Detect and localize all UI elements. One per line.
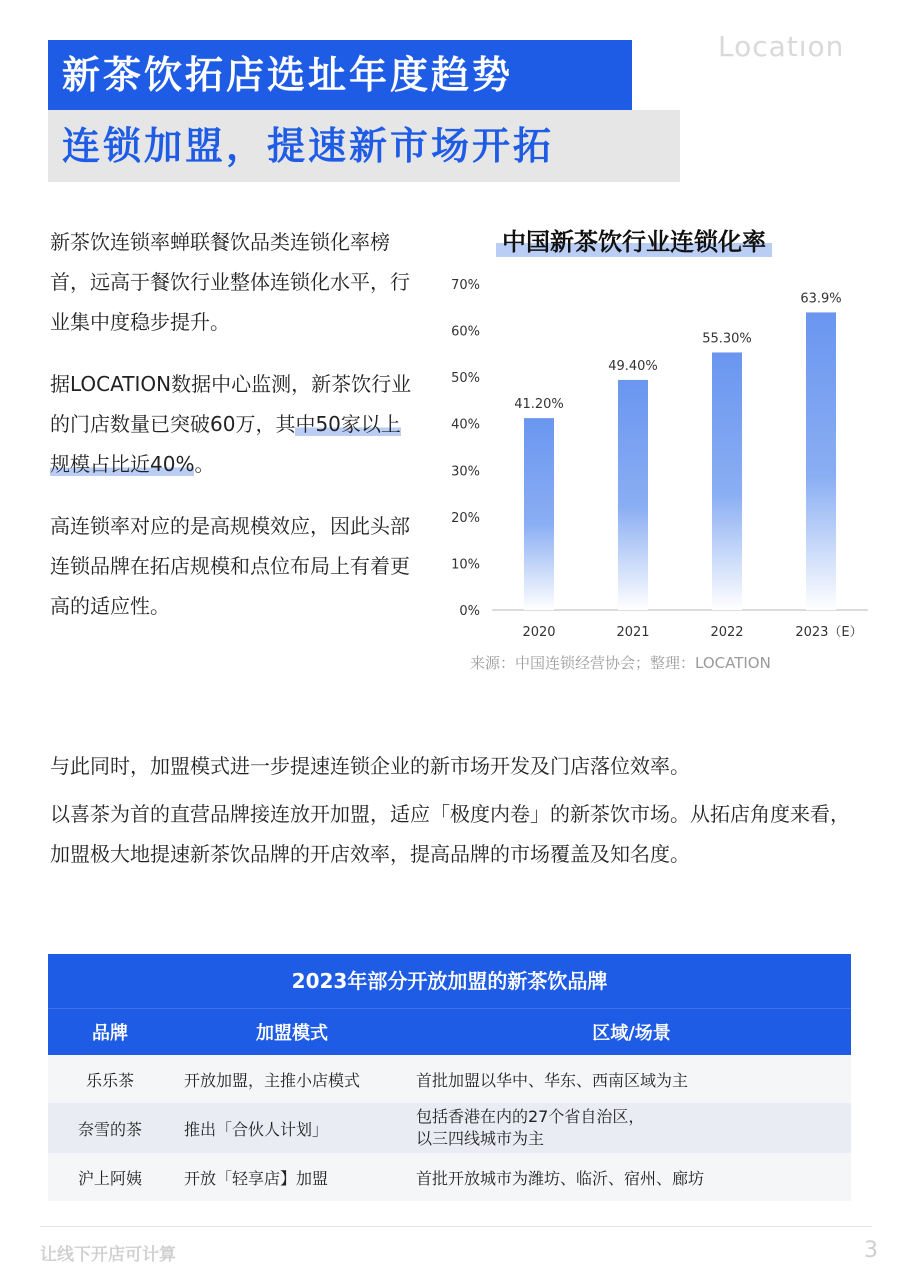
header-mode: 加盟模式 [256, 1023, 328, 1044]
cell-area [412, 1106, 851, 1150]
y-tick-label: 0% [459, 604, 480, 619]
intro-paragraph-1: 新茶饮连锁率蝉联餐饮品类连锁化率榜首，远高于餐饮行业整体连锁化水平，行业集中度稳步提升。 [50, 230, 410, 334]
table-row [48, 1103, 851, 1153]
bar-2020 [524, 418, 554, 610]
location-logo: Locatıon [718, 30, 845, 63]
chain-rate-bar-chart [440, 270, 880, 650]
y-tick-label: 70% [451, 278, 480, 293]
bar-value-label: 41.20% [514, 397, 564, 413]
cell-brand: 沪上阿姨 [77, 1168, 142, 1188]
intro-paragraph-3: 高连锁率对应的是高规模效应，因此头部连锁品牌在拓店规模和点位布局上有着更高的适应性。 [50, 514, 410, 618]
y-tick-label: 30% [451, 464, 480, 480]
cell-area: 首批加盟以华中、华东、西南区域为主 [416, 1070, 689, 1090]
header-brand: 品牌 [92, 1023, 128, 1044]
cell-mode: 开放「轻享店】加盟 [184, 1168, 329, 1188]
table-header [48, 1008, 851, 1055]
bar-value-label: 49.40% [608, 358, 658, 374]
x-tick-label: 2023（E） [795, 625, 863, 640]
page-number: 3 [864, 1238, 878, 1263]
cell-area-line-1: 包括香港在内的27个省自治区， [416, 1107, 645, 1126]
bar-2021 [618, 380, 648, 610]
footer-divider [40, 1226, 872, 1227]
page-title: 新茶饮拓店选址年度趋势 [48, 40, 632, 110]
y-tick-label: 10% [451, 557, 480, 573]
bar-value-label: 55.30% [702, 331, 752, 347]
highlighted-stat: 中50家以上规模占比近40% [50, 412, 401, 476]
y-tick-label: 20% [451, 510, 480, 526]
cell-area: 首批开放城市为潍坊、临沂、宿州、廊坊 [416, 1168, 705, 1188]
body-paragraph-2: 以喜茶为首的直营品牌接连放开加盟，适应「极度内卷」的新茶饮市场。从拓店角度来看，加盟极大地提速新茶饮品牌的开店效率，提高品牌的市场覆盖及知名度。 [50, 802, 850, 866]
header-area: 区域/场景 [592, 1023, 671, 1044]
x-tick-label: 2022 [710, 625, 744, 640]
franchise-brands-table [48, 954, 851, 1201]
x-tick-label: 2021 [616, 625, 650, 640]
page-subtitle: 连锁加盟，提速新市场开拓 [48, 110, 680, 182]
intro-paragraph-2 [50, 364, 420, 484]
cell-area-line-2: 以三四线城市为主 [416, 1129, 545, 1148]
bar-2022 [712, 352, 742, 610]
body-line-1: 与此同时，加盟模式进一步提速连锁企业的新市场开发及门店落位效率。 [50, 754, 690, 778]
chart-source: 来源：中国连锁经营协会；整理：LOCATION [470, 654, 771, 672]
cell-mode: 开放加盟，主推小店模式 [184, 1070, 361, 1090]
table-row [48, 1153, 851, 1201]
table-title: 2023年部分开放加盟的新茶饮品牌 [48, 954, 851, 1008]
y-tick-label: 60% [451, 324, 480, 340]
cell-brand: 乐乐茶 [85, 1070, 134, 1090]
bar-2023（E） [806, 312, 836, 610]
y-tick-label: 40% [451, 417, 480, 433]
table-row [48, 1055, 851, 1103]
paragraph-2-text-a: 据LOCATION数据中心监测，新茶饮行业的门店数量已突破60万，其 [50, 372, 412, 436]
chart-title: 中国新茶饮行业连锁化率 [496, 222, 772, 257]
y-tick-label: 50% [451, 371, 480, 387]
footer-slogan: 让线下开店可计算 [40, 1245, 176, 1265]
paragraph-2-text-c: 。 [194, 452, 215, 476]
bar-value-label: 63.9% [800, 291, 842, 307]
cell-mode: 推出「合伙人计划」 [184, 1119, 329, 1139]
cell-brand: 奈雪的茶 [77, 1119, 142, 1139]
x-tick-label: 2020 [522, 625, 556, 640]
